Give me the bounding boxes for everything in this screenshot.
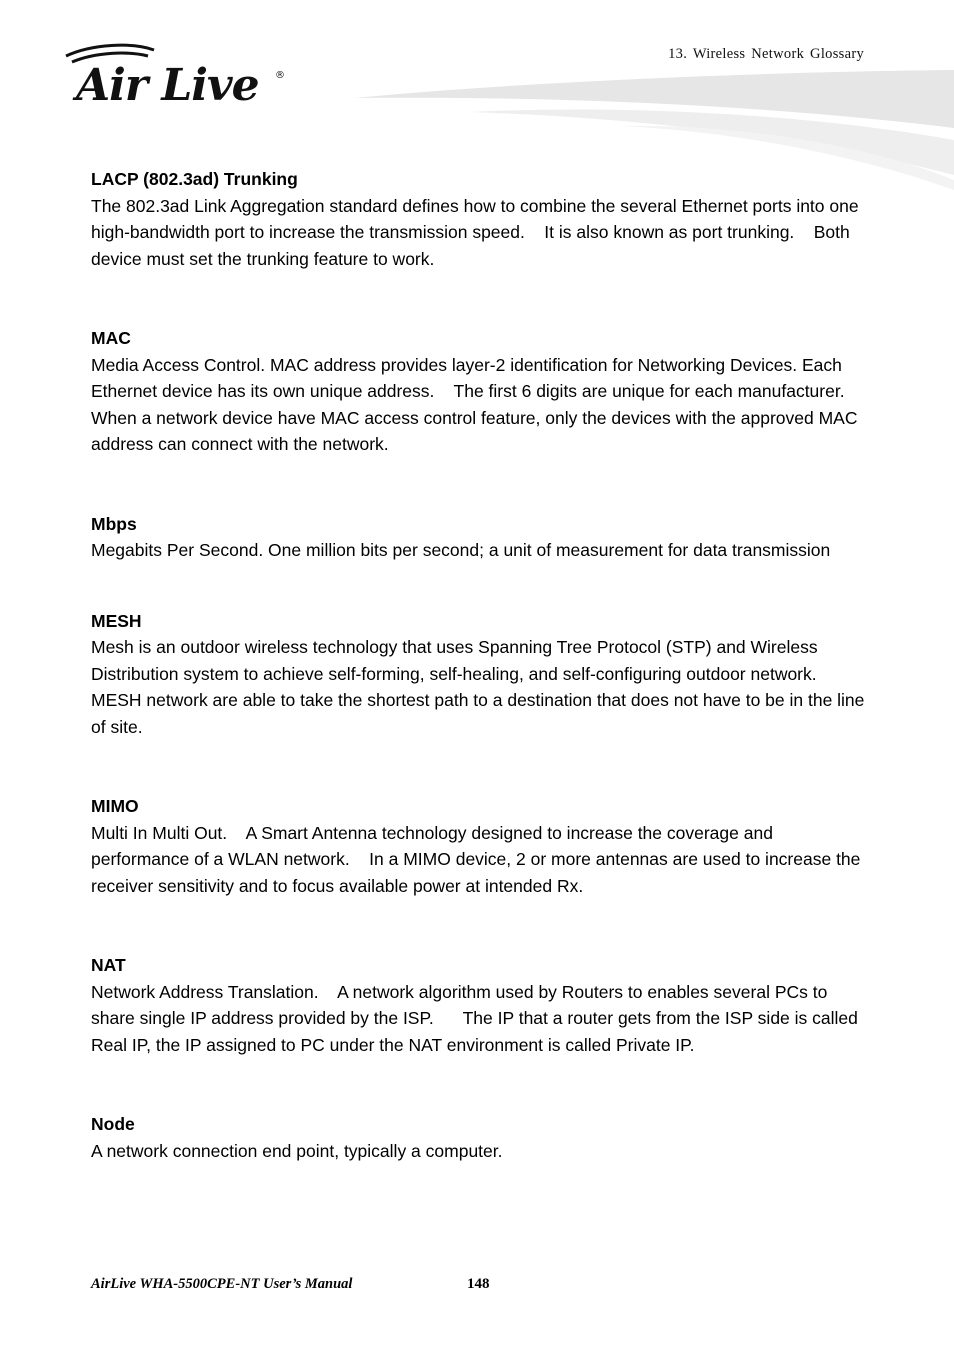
glossary-definition: Multi In Multi Out. A Smart Antenna technology designed to increase the coverage and performance of a WLAN network. In a MIMO device, 2 or more antennas are used to increase the receiver sensitivity and to focus available power at intended Rx. xyxy=(91,822,866,896)
glossary-entry-mbps xyxy=(91,511,871,564)
glossary-entry-mesh xyxy=(91,608,871,741)
manual-title: AirLive WHA-5500CPE-NT User’s Manual xyxy=(91,1276,353,1292)
glossary-definition: Media Access Control. MAC address provides layer-2 identification for Networking Devices. Each Ethernet device has its own unique address. The first 6 digits are unique for each manufacturer. When a network device have MAC access control feature, only the devices with the approved MAC address can connect with the network. xyxy=(91,354,865,454)
glossary-term: NAT xyxy=(91,955,126,975)
page-number: 148 xyxy=(467,1276,490,1292)
glossary-term: MIMO xyxy=(91,796,139,816)
glossary-term: MAC xyxy=(91,328,131,348)
glossary-term: MESH xyxy=(91,610,142,631)
airlive-logo xyxy=(62,40,292,110)
chapter-heading: 13. Wireless Network Glossary xyxy=(668,46,864,62)
glossary-definition: Network Address Translation. A network algorithm used by Routers to enables several PCs to share single IP address provided by the ISP. The IP that a router gets from the ISP side is called Real IP, the IP assigned to PC under the NAT environment is called Private IP. xyxy=(91,981,863,1055)
glossary-definition: A network connection end point, typically a computer. xyxy=(91,1140,503,1161)
glossary-definition: Mesh is an outdoor wireless technology that uses Spanning Tree Protocol (STP) and Wireless Distribution system to achieve self-forming, self-healing, and self-configuring outdoor network. MESH network are able to take the shortest path to a destination that does not have to be in the line of site. xyxy=(91,637,870,737)
glossary-content xyxy=(91,166,871,1164)
svg-text:Air Live: Air Live xyxy=(76,60,259,110)
glossary-definition: Megabits Per Second. One million bits per second; a unit of measurement for data transmission xyxy=(91,540,831,560)
glossary-entry-node xyxy=(91,1111,871,1164)
glossary-entry-nat xyxy=(91,952,871,1058)
glossary-term: LACP (802.3ad) Trunking xyxy=(91,169,298,189)
glossary-term: Node xyxy=(91,1114,135,1134)
svg-text:®: ® xyxy=(275,70,285,81)
glossary-term: Mbps xyxy=(91,513,137,534)
glossary-entry-mimo xyxy=(91,793,871,899)
glossary-entry-lacp xyxy=(91,166,871,272)
glossary-definition: The 802.3ad Link Aggregation standard defines how to combine the several Ethernet ports into one high-bandwidth port to increase the transmission speed. It is also known as port trunking. Both device must set the trunking feature to work. xyxy=(91,195,864,269)
glossary-entry-mac xyxy=(91,325,871,458)
